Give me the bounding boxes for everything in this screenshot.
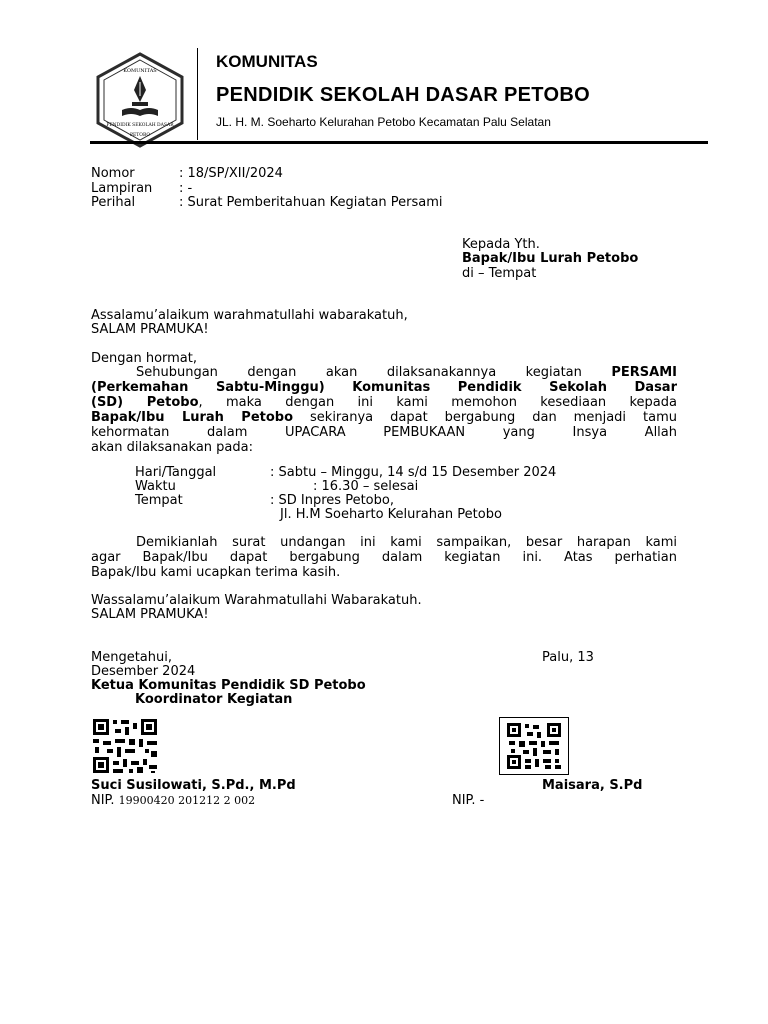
nomor-label: Nomor <box>91 166 135 181</box>
event-date-value: : Sabtu – Minggu, 14 s/d 15 Desember 2024 <box>270 465 557 480</box>
logo-footer-text: PETOBO <box>129 133 151 138</box>
place-date-2: Desember 2024 <box>91 664 196 679</box>
recipient-line3: di – Tempat <box>462 266 537 281</box>
nomor-value: : 18/SP/XII/2024 <box>179 166 283 181</box>
event-place-label: Tempat <box>135 493 183 508</box>
opening: Dengan hormat, <box>91 351 198 366</box>
left-signature-qr-code <box>91 717 159 775</box>
left-signer-name: Suci Susilowati, S.Pd., M.Pd <box>91 778 296 793</box>
recipient-line1: Kepada Yth. <box>462 237 540 252</box>
body-paragraph <box>91 365 677 455</box>
closing-line: Demikianlah surat undangan ini kami sampaikan, besar harapan kami <box>136 535 677 550</box>
lampiran-value: : - <box>179 181 193 196</box>
place-date-1: Palu, 13 <box>542 650 594 665</box>
body-line: Sehubungan dengan akan dilaksanakannya kegiatan PERSAMI <box>136 365 677 380</box>
event-place-value: : SD Inpres Petobo, <box>270 493 394 508</box>
recipient-line2: Bapak/Ibu Lurah Petobo <box>462 251 639 266</box>
right-signer-nip: NIP. - <box>452 793 485 808</box>
right-signer-name: Maisara, S.Pd <box>542 778 643 793</box>
logo-bottom-text: PENDIDIK SEKOLAH DASAR <box>106 123 174 128</box>
perihal-label: Perihal <box>91 195 136 210</box>
header-divider <box>90 141 708 144</box>
event-time-value: : 16.30 – selesai <box>313 479 419 494</box>
closing-paragraph <box>91 535 677 580</box>
body-line: akan dilaksanakan pada: <box>91 440 253 455</box>
community-logo <box>96 52 184 148</box>
body-line: kehormatan dalam UPACARA PEMBUKAAN yang Insya Allah <box>91 425 677 440</box>
event-place-value2: Jl. H.M Soeharto Kelurahan Petobo <box>280 507 502 522</box>
greeting-line2: SALAM PRAMUKA! <box>91 322 209 337</box>
body-line: (Perkemahan Sabtu-Minggu) Komunitas Pendidik Sekolah Dasar <box>91 380 677 395</box>
mengetahui-label: Mengetahui, <box>91 650 172 665</box>
right-signer-title: Koordinator Kegiatan <box>135 692 293 707</box>
body-line: Bapak/Ibu Lurah Petobo sekiranya dapat bergabung dan menjadi tamu <box>91 410 677 425</box>
header-divider-vertical <box>197 48 198 140</box>
event-time-label: Waktu <box>135 479 176 494</box>
letterhead-address: JL. H. M. Soeharto Kelurahan Petobo Kecamatan Palu Selatan <box>216 115 551 129</box>
greeting-line1: Assalamu’alaikum warahmatullahi wabarakatuh, <box>91 308 408 323</box>
right-signature-qr-code <box>499 717 569 775</box>
lampiran-label: Lampiran <box>91 181 153 196</box>
event-date-label: Hari/Tanggal <box>135 465 217 480</box>
left-nip-number: 19900420 201212 2 002 <box>118 794 256 807</box>
left-nip-label: NIP. <box>91 793 119 808</box>
closing-line: Bapak/Ibu kami ucapkan terima kasih. <box>91 565 341 580</box>
logo-top-text: KOMUNITAS <box>123 68 157 74</box>
closing-salam2: SALAM PRAMUKA! <box>91 607 209 622</box>
closing-line: agar Bapak/Ibu dapat bergabung dalam kegiatan ini. Atas perhatian <box>91 550 677 565</box>
left-signer-nip <box>91 793 255 808</box>
left-signer-title: Ketua Komunitas Pendidik SD Petobo <box>91 678 366 693</box>
letterhead-line1: KOMUNITAS <box>216 52 318 71</box>
closing-salam1: Wassalamu’alaikum Warahmatullahi Wabarakatuh. <box>91 593 422 608</box>
body-line: (SD) Petobo, maka dengan ini kami memohon kesediaan kepada <box>91 395 677 410</box>
perihal-value: : Surat Pemberitahuan Kegiatan Persami <box>179 195 443 210</box>
letterhead-line2: PENDIDIK SEKOLAH DASAR PETOBO <box>216 84 590 106</box>
